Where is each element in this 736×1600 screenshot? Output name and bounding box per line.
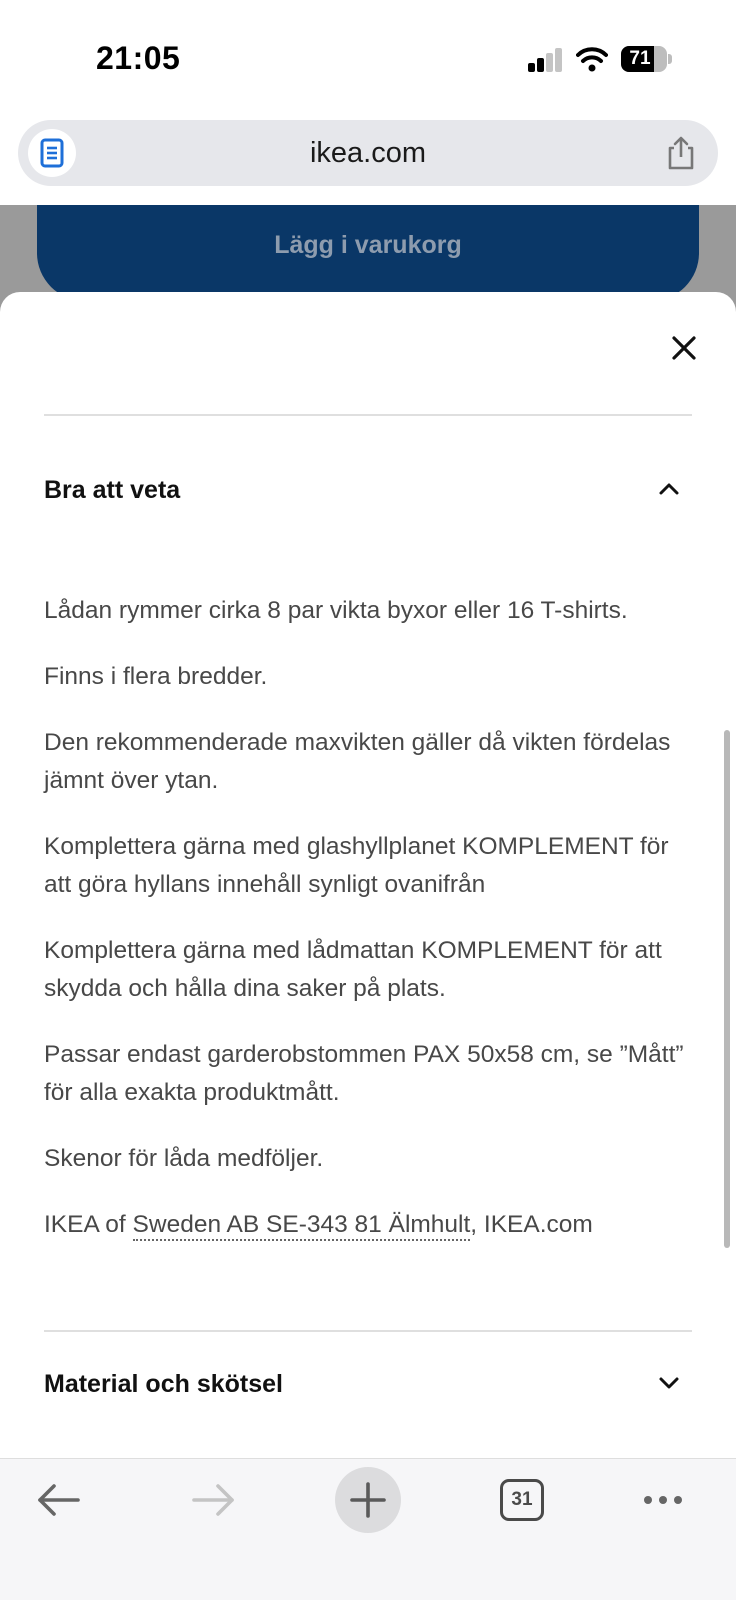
section-title-good-to-know[interactable]: Bra att veta (44, 476, 181, 504)
add-to-cart-label: Lägg i varukorg (274, 231, 462, 259)
manufacturer-suffix: , IKEA.com (470, 1211, 593, 1238)
section-divider (44, 414, 692, 416)
share-icon[interactable] (662, 134, 700, 172)
product-info-sheet (0, 292, 736, 1457)
manufacturer-prefix: IKEA of (44, 1211, 133, 1238)
back-arrow-icon[interactable] (24, 1465, 94, 1535)
good-to-know-content (44, 592, 694, 1272)
manufacturer-address[interactable]: Sweden AB SE-343 81 Älmhult (133, 1211, 471, 1241)
plus-icon (335, 1467, 401, 1533)
url-text[interactable]: ikea.com (309, 137, 427, 169)
info-paragraph: Komplettera gärna med glashyllplanet KOMPLEMENT för att göra hyllans innehåll synligt ovanifrån (44, 833, 669, 898)
forward-arrow-icon[interactable] (178, 1465, 248, 1535)
info-paragraph: Lådan rymmer cirka 8 par vikta byxor eller 16 T-shirts. (44, 597, 628, 624)
cellular-signal-icon (528, 48, 564, 72)
chevron-up-icon[interactable] (654, 474, 684, 504)
battery-icon (621, 46, 671, 72)
reader-mode-icon (28, 129, 76, 177)
status-time: 21:05 (96, 40, 181, 76)
wifi-icon (576, 46, 608, 72)
tabs-icon[interactable]: 31 (500, 1479, 544, 1521)
address-bar[interactable] (18, 120, 718, 186)
section-divider (44, 1330, 692, 1332)
info-paragraph: Passar endast garderobstommen PAX 50x58 cm, se ”Mått” för alla exakta produktmått. (44, 1041, 684, 1106)
info-paragraph: Skenor för låda medföljer. (44, 1145, 324, 1172)
info-paragraph: Komplettera gärna med lådmattan KOMPLEMENT för att skydda och hålla dina saker på plats. (44, 937, 662, 1002)
section-title-material-care[interactable]: Material och skötsel (44, 1370, 283, 1398)
chevron-down-icon[interactable] (654, 1368, 684, 1398)
manufacturer-info (44, 1206, 694, 1244)
battery-level: 71 (629, 48, 651, 69)
add-to-cart-button (37, 205, 699, 301)
info-paragraph: Den rekommenderade maxvikten gäller då vikten fördelas jämnt över ytan. (44, 729, 671, 794)
status-bar (0, 0, 736, 110)
reader-mode-button[interactable] (28, 129, 76, 177)
close-icon[interactable] (664, 328, 704, 368)
browser-toolbar (0, 1458, 736, 1600)
info-paragraph: Finns i flera bredder. (44, 663, 268, 690)
new-tab-button[interactable] (335, 1467, 401, 1533)
more-icon[interactable] (628, 1465, 698, 1535)
scroll-indicator[interactable] (724, 730, 730, 1248)
